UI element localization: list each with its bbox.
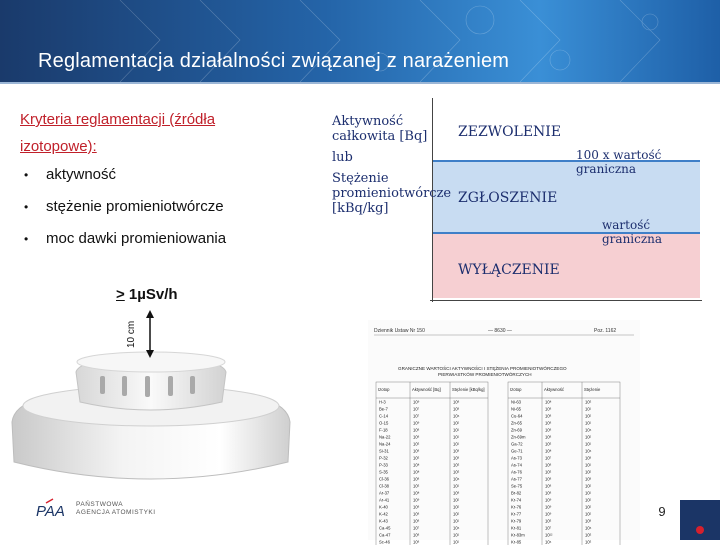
distance-label (126, 321, 137, 348)
doc-table-cell: Cu-64 (511, 413, 523, 419)
doc-table-cell: 10¹ (585, 441, 592, 447)
doc-table-cell: 10⁴ (585, 427, 592, 433)
footer-corner-block (680, 500, 720, 540)
logo-abbr: PAA (36, 503, 65, 520)
criteria-list (24, 166, 226, 262)
exemption-label: WYŁĄCZENIE (458, 262, 560, 278)
criteria-item: • moc dawki promieniowania (24, 230, 227, 247)
distance-value: 10 cm (126, 320, 137, 348)
doc-table-cell: 10⁵ (545, 441, 552, 447)
dose-rate-value: 1µSv/h (124, 286, 178, 303)
doc-table-cell: Kr-77 (511, 511, 522, 517)
doc-table-cell: 10¹² (545, 532, 553, 538)
doc-table-cell: K-43 (379, 518, 388, 524)
doc-table-cell: 10² (453, 504, 460, 510)
doc-table-cell: 10¹ (453, 434, 460, 440)
doc-table-cell: 10⁶ (413, 504, 420, 510)
doc-column-header: Aktywność (544, 387, 565, 392)
doc-table-cell: 10² (585, 483, 592, 489)
doc-table-cell: Br-82 (511, 490, 522, 496)
doc-table-cell: 10⁶ (413, 511, 420, 517)
doc-table-cell: 10⁵ (413, 455, 420, 461)
doc-table-cell: 10¹ (453, 532, 460, 538)
logo-wordmark (76, 501, 156, 517)
doc-table-cell: 10⁵ (453, 469, 460, 475)
doc-table-cell: 10⁶ (413, 448, 420, 454)
doc-table-cell: 10⁶ (545, 420, 552, 426)
slide-title: Reglamentacja działalności związanej z narażeniem (38, 50, 510, 72)
doc-table-cell: 10⁹ (413, 420, 420, 426)
doc-table-cell: K-42 (379, 511, 388, 517)
doc-table-cell: 10⁶ (545, 427, 552, 433)
doc-table-cell: 10¹ (453, 483, 460, 489)
doc-table-cell: 10² (585, 511, 592, 517)
doc-table-cell: Cl-36 (379, 476, 390, 482)
doc-table-cell: Be-7 (379, 406, 388, 412)
axis-label-activity: Aktywność (332, 114, 404, 129)
doc-table-cell: 10⁸ (413, 490, 420, 496)
doc-table-cell: 10² (453, 420, 460, 426)
doc-table-cell: 10⁶ (545, 483, 552, 489)
axis-label-concentration: [kBq/kg] (332, 201, 389, 216)
doc-table-cell: 10⁷ (413, 413, 420, 419)
doc-table-cell: Ge-71 (511, 448, 523, 454)
doc-table-cell: 10⁸ (545, 448, 552, 454)
doc-table-cell: 10⁹ (545, 511, 552, 517)
doc-column-header: Izotop (378, 387, 390, 392)
axis-label-concentration: Stężenie (332, 171, 389, 186)
header-divider (0, 82, 720, 84)
greater-equal-symbol: > (116, 286, 125, 303)
doc-table-cell: Se-75 (511, 483, 523, 489)
criteria-item-label: moc dawki promieniowania (46, 230, 227, 247)
doc-table-cell: 10⁶ (545, 406, 552, 412)
doc-table-cell: 10² (585, 434, 592, 440)
doc-table-cell: 10³ (453, 455, 460, 461)
doc-table-cell: Ca-45 (379, 525, 391, 531)
notification-label: ZGŁOSZENIE (458, 190, 558, 206)
doc-header-left: Dziennik Ustaw Nr 150 (374, 328, 425, 334)
doc-table-cell: 10⁶ (413, 476, 420, 482)
doc-table-cell: 10⁹ (545, 504, 552, 510)
doc-column-header: Izotop (510, 387, 522, 392)
doc-table-cell: 10² (453, 497, 460, 503)
doc-table-cell: Na-22 (379, 434, 391, 440)
doc-table-cell: Na-24 (379, 441, 391, 447)
doc-table-cell: Zn-69 (511, 427, 522, 433)
doc-table-cell: 10³ (585, 455, 592, 461)
doc-table-cell: 10⁴ (585, 448, 592, 454)
criteria-item: • stężenie promieniotwórcze (24, 198, 224, 215)
doc-table-cell: 10⁶ (545, 462, 552, 468)
doc-header-right: Poz. 1162 (594, 328, 617, 334)
doc-table-cell: As-73 (511, 455, 522, 461)
criteria-item-label: stężenie promieniotwórcze (46, 198, 224, 215)
doc-table-cell: 10¹ (585, 490, 592, 496)
doc-table-cell: 10⁵ (585, 539, 592, 545)
doc-table-cell: 10⁵ (453, 462, 460, 468)
doc-table-cell: 10¹ (585, 406, 592, 412)
permit-label: ZEZWOLENIE (458, 124, 562, 140)
doc-table-cell: P-33 (379, 462, 388, 468)
doc-table-cell: F-18 (379, 427, 388, 433)
regulation-diagram (326, 98, 710, 308)
doc-table-cell: 10⁸ (413, 462, 420, 468)
axis-label-or: lub (332, 150, 353, 165)
doc-table-cell: 10¹ (453, 539, 460, 545)
doc-table-cell: 10⁶ (453, 490, 460, 496)
doc-table-cell: 10⁴ (585, 525, 592, 531)
doc-table-cell: H-3 (379, 399, 386, 405)
doc-table-cell: 10⁵ (545, 518, 552, 524)
doc-column-header: Stężenie [kBq/kg] (452, 387, 485, 392)
axis-label-activity: całkowita [Bq] (332, 129, 428, 144)
criteria-heading: Kryteria reglamentacji (źródła izotopowe): (20, 111, 216, 155)
doc-table-cell: As-74 (511, 462, 522, 468)
doc-table-cell: Kr-74 (511, 497, 522, 503)
doc-table-cell: As-76 (511, 469, 522, 475)
doc-table-cell: 10² (585, 413, 592, 419)
doc-table-cell: 10³ (453, 448, 460, 454)
doc-table-cell: 10⁴ (453, 525, 460, 531)
doc-table-cell: Sc-46 (379, 539, 390, 545)
logo-line: AGENCJA ATOMISTYKI (76, 509, 156, 516)
doc-table-cell: 10¹ (453, 441, 460, 447)
doc-table-cell: 10⁵ (585, 399, 592, 405)
doc-table-cell: 10⁵ (413, 441, 420, 447)
doc-table-cell: 10³ (585, 518, 592, 524)
doc-table-cell: 10⁶ (413, 434, 420, 440)
paa-logo-mark (36, 497, 70, 521)
doc-table-cell: 10³ (453, 406, 460, 412)
doc-column-header: Stężenie (584, 387, 601, 392)
doc-table-cell: 10⁶ (545, 490, 552, 496)
regulation-document-image (368, 320, 640, 545)
doc-table-cell: 10¹ (453, 427, 460, 433)
doc-table-cell: 10² (585, 497, 592, 503)
doc-table-cell: 10⁷ (413, 525, 420, 531)
doc-table-cell: 10² (453, 511, 460, 517)
document-table (368, 320, 640, 545)
doc-table-cell: C-14 (379, 413, 389, 419)
doc-table-cell: 10⁶ (453, 399, 460, 405)
doc-table-cell: 10⁷ (545, 525, 552, 531)
doc-table-title: GRANICZNE WARTOŚCI AKTYWNOŚCI I STĘŻENIA PROMIENIOTWÓRCZEGO (398, 366, 567, 371)
logo-line: PAŃSTWOWA (76, 501, 124, 508)
axis-label-concentration: promieniotwórcze (332, 186, 452, 201)
slide-header (0, 0, 720, 82)
doc-table-cell: 10⁴ (453, 413, 460, 419)
doc-table-cell: Kr-76 (511, 504, 522, 510)
doc-table-cell: S-35 (379, 469, 388, 475)
paa-logo (36, 497, 156, 521)
doc-table-cell: 10⁶ (545, 413, 552, 419)
doc-table-cell: 10² (585, 469, 592, 475)
doc-table-cell: Ca-47 (379, 532, 391, 538)
doc-table-cell: Kr-79 (511, 518, 522, 524)
criteria-item-label: aktywność (46, 166, 117, 183)
doc-table-cell: 10¹ (585, 462, 592, 468)
doc-table-cell: 10⁸ (545, 399, 552, 405)
doc-table-cell: 10² (585, 504, 592, 510)
doc-column-header: Aktywność [Bq] (412, 387, 441, 392)
doc-table-cell: P-32 (379, 455, 388, 461)
doc-table-cell: 10⁶ (413, 532, 420, 538)
doc-table-cell: Ni-65 (511, 406, 522, 412)
upper-threshold-label: 100 x wartość graniczna (576, 148, 662, 176)
doc-table-cell: 10⁶ (545, 476, 552, 482)
doc-table-cell: O-15 (379, 420, 389, 426)
doc-table-cell: Zn-69m (511, 434, 526, 440)
criteria-item: • aktywność (24, 166, 117, 183)
doc-table-cell: Ar-41 (379, 497, 390, 503)
doc-table-cell: 10⁶ (413, 427, 420, 433)
doc-table-cell: 10⁷ (545, 455, 552, 461)
lower-threshold-label: wartość graniczna (602, 218, 663, 246)
doc-table-cell: 10¹ (585, 420, 592, 426)
doc-table-cell: 10⁴ (545, 539, 552, 545)
doc-table-cell: Cl-38 (379, 483, 390, 489)
doc-table-cell: 10⁸ (413, 469, 420, 475)
doc-table-cell: 10⁶ (545, 434, 552, 440)
doc-table-cell: Zn-65 (511, 420, 522, 426)
doc-table-title: PIERWIASTKÓW PROMIENIOTWÓRCZYCH (438, 372, 532, 377)
doc-table-cell: Kr-83m (511, 532, 525, 538)
doc-table-cell: 10⁴ (453, 476, 460, 482)
doc-table-cell: 10⁹ (413, 399, 420, 405)
doc-table-cell: 10⁵ (413, 483, 420, 489)
doc-table-cell: 10¹ (453, 518, 460, 524)
doc-table-cell: Si-31 (379, 448, 389, 454)
doc-table-cell: As-77 (511, 476, 522, 482)
doc-table-cell: 10³ (585, 476, 592, 482)
doc-table-cell: 10⁵ (545, 469, 552, 475)
page-number: 9 (658, 504, 666, 519)
doc-table-cell: K-40 (379, 504, 388, 510)
doc-table-cell: Ga-72 (511, 441, 523, 447)
doc-table-cell: 10⁷ (413, 406, 420, 412)
doc-table-cell: Kr-81 (511, 525, 522, 531)
doc-header-center: — 8630 — (488, 328, 512, 334)
doc-table-cell: 10⁶ (413, 518, 420, 524)
horizontal-axis (430, 300, 702, 301)
dose-rate-threshold (116, 286, 178, 303)
doc-table-cell: Kr-85 (511, 539, 522, 545)
doc-table-cell: 10⁹ (413, 497, 420, 503)
doc-table-cell: Ni-63 (511, 399, 522, 405)
doc-table-cell: Ar-37 (379, 490, 390, 496)
doc-table-cell: 10⁹ (545, 497, 552, 503)
doc-table-cell: 10⁵ (585, 532, 592, 538)
doc-table-cell: 10⁶ (413, 539, 420, 545)
footer-corner-dot (696, 526, 704, 534)
